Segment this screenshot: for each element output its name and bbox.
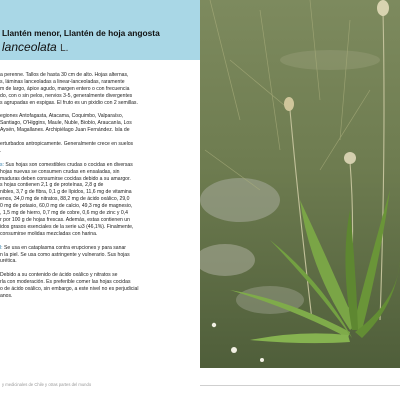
text-line: maduras deben consumirse cocidas debido a su amargor. [0, 175, 131, 182]
text-line: Aysén, Magallanes. Archipiélago Juan Fernández. Isla de [0, 127, 130, 134]
text-line: m de largo, ápice agudo, margen entero o con frecuencia [0, 85, 130, 92]
text-line: idos grasos esenciales de la serie ω3 (46,1%). Finalmente, [0, 223, 134, 230]
text-line: do, con o sin pelos, nervios 3-5, generalmente divergentes [0, 92, 133, 99]
edible-paragraph [0, 162, 196, 238]
plant-photo [200, 0, 400, 368]
text-line: a perenne. Tallos de hasta 30 cm de alto. Hojas alternas, [0, 72, 129, 78]
distribution-paragraph [0, 113, 196, 134]
text-line [0, 162, 196, 169]
habitat-paragraph [0, 141, 196, 155]
text-fragment: Se usa en cataplasma contra erupciones y para sanar [2, 244, 127, 251]
text-line: Santiago, O'Higgins, Maule, Ñuble, Biobío, Araucanía, Los [0, 120, 132, 127]
medicinal-paragraph [0, 245, 196, 266]
footer-rule [200, 385, 400, 386]
text-line: s, láminas lanceoladas a linear-lanceoladas, raramente [0, 78, 125, 85]
text-line: . [0, 147, 2, 154]
text-line: 0 mg de potasio, 60,0 mg de calcio, 49,3 mg de magnesio, [0, 203, 133, 210]
body-text [0, 72, 196, 307]
text-line: anos. [0, 292, 13, 299]
text-line: hojas nuevas se consumen crudas en ensaladas, sin [0, 168, 120, 175]
text-line: consumirse molidas mezcladas con harina. [0, 230, 98, 237]
text-line: s hojas contienen 2,1 g de proteínas, 2,8 g de [0, 182, 104, 189]
species-epithet: lanceolata [2, 40, 57, 54]
species-author: L. [60, 43, 69, 54]
species-name [2, 40, 68, 54]
text-line: erturbados antropicamente. Generalmente crece en suelos [0, 141, 134, 148]
rock [200, 178, 280, 222]
text-line: rla con moderación. Es preferible comer las hojas cocidas [0, 279, 131, 286]
edible-label: s: [0, 161, 4, 168]
text-line: egiones Antofagasta, Atacama, Coquimbo, Valparaíso, [0, 113, 124, 120]
text-line: enos, 34,0 mg de nitratos, 88,2 mg de ácido oxálico, 29,0 [0, 196, 130, 203]
common-names: Llantén menor, Llantén de hoja angosta [2, 28, 160, 38]
text-fragment: Sus hojas son comestibles crudas o cocidas en diversas [3, 161, 133, 168]
plant-illustration [200, 0, 400, 368]
text-page [0, 0, 200, 385]
text-line: , 1,5 mg de hierro, 0,7 mg de cobre, 0,6 mg de zinc y 0,4 [0, 210, 128, 217]
text-line: n la piel. Se usa como astringente y vulnerario. Sus hojas [0, 251, 130, 258]
rock [280, 50, 380, 70]
text-line: s agrupadas en espigas. El fruto es un pixidio con 2 semillas. [0, 99, 138, 106]
description-paragraph [0, 72, 196, 107]
text-line: nibles, 3,7 g de fibra, 0,1 g de lípidos, 11,6 mg de vitamina [0, 189, 132, 196]
text-line: urética. [0, 258, 17, 265]
medicinal-label: l: [0, 244, 3, 251]
text-line: o de ácido oxálico, sin embargo, a este nivel no es perjudicial [0, 286, 139, 293]
precautions-paragraph [0, 272, 196, 300]
text-line: r por 100 g de hojas frescas. Además, estas contienen un [0, 216, 130, 223]
text-line: Debido a su contenido de ácido oxálico y nitratos se [0, 272, 118, 279]
text-line [0, 245, 196, 252]
footer-text: y medicinales de Chile y otras partes del mundo [2, 382, 92, 387]
